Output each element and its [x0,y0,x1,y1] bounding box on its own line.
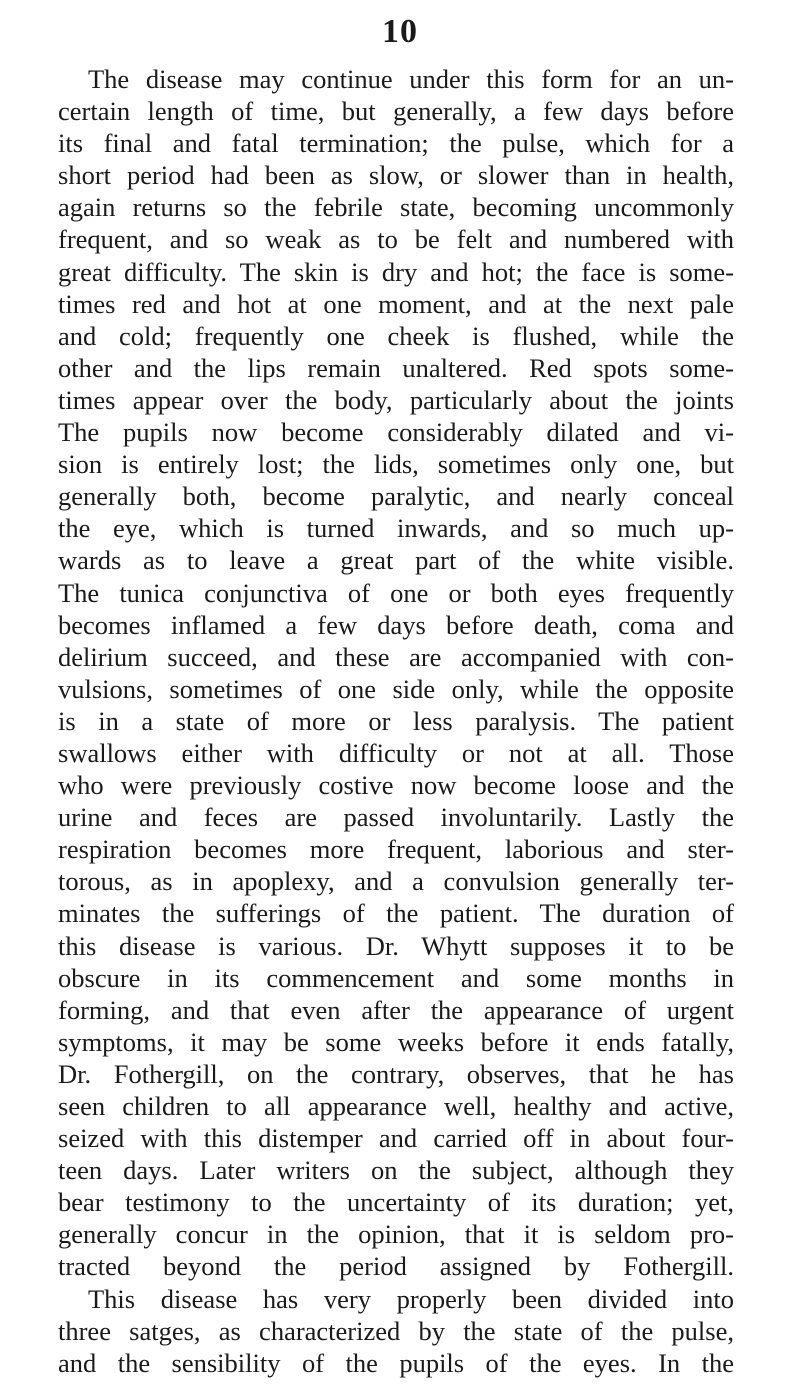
text-line: obscure in its commencement and some months in [58,962,734,993]
text-line: who were previously costive now become loose and the [58,770,734,801]
text-line: certain length of time, but generally, a few days before [58,96,734,127]
text-line: forming, and that even after the appearance of urgent [58,994,734,1025]
text-line: other and the lips remain unaltered. Red spots some- [58,352,734,383]
text-line: short period had been as slow, or slower than in health, [58,160,734,191]
text-line: times appear over the body, particularly about the joints [58,384,734,415]
text-line: delirium succeed, and these are accompanied with con- [58,641,734,672]
text-line: and cold; frequently one cheek is flushed, while the [58,320,734,351]
text-line: torous, as in apoplexy, and a convulsion generally ter- [58,866,734,897]
text-line: tracted beyond the period assigned by Fothergill. [58,1251,734,1282]
body-text [58,63,734,1379]
text-line: The tunica conjunctiva of one or both eyes frequently [58,577,734,608]
text-line: times red and hot at one moment, and at the next pale [58,288,734,319]
text-line: swallows either with difficulty or not at all. Those [58,737,734,768]
text-line: great difficulty. The skin is dry and hot; the face is some- [58,256,734,287]
page-number: 10 [382,13,418,50]
text-line: generally concur in the opinion, that it is seldom pro- [58,1219,734,1250]
text-line: vulsions, sometimes of one side only, while the opposite [58,673,734,704]
text-line: frequent, and so weak as to be felt and numbered with [58,224,734,255]
text-line: The pupils now become considerably dilated and vi- [58,417,734,448]
text-line: the eye, which is turned inwards, and so much up- [58,513,734,544]
text-line: three satges, as characterized by the state of the pulse, [58,1315,734,1346]
text-line: is in a state of more or less paralysis. The patient [58,705,734,736]
text-line: urine and feces are passed involuntarily. Lastly the [58,802,734,833]
text-line: its final and fatal termination; the pulse, which for a [58,128,734,159]
text-line: respiration becomes more frequent, laborious and ster- [58,834,734,865]
text-line: wards as to leave a great part of the white visible. [58,545,734,576]
text-line: and the sensibility of the pupils of the eyes. In the [58,1347,734,1378]
text-line: this disease is various. Dr. Whytt supposes it to be [58,930,734,961]
text-line: This disease has very properly been divided into [88,1283,734,1314]
text-line: becomes inflamed a few days before death, coma and [58,609,734,640]
text-line: minates the sufferings of the patient. The duration of [58,898,734,929]
text-line: bear testimony to the uncertainty of its duration; yet, [58,1187,734,1218]
text-line: seized with this distemper and carried off in about four- [58,1123,734,1154]
text-line: seen children to all appearance well, healthy and active, [58,1091,734,1121]
text-line: The disease may continue under this form for an un- [88,64,734,94]
text-line: teen days. Later writers on the subject, although they [58,1155,734,1186]
text-line: generally both, become paralytic, and nearly conceal [58,481,734,512]
text-line: again returns so the febrile state, becoming uncommonly [58,192,734,223]
text-line: Dr. Fothergill, on the contrary, observes, that he has [58,1058,734,1089]
text-line: symptoms, it may be some weeks before it ends fatally, [58,1026,734,1057]
text-line: sion is entirely lost; the lids, sometimes only one, but [58,449,734,480]
